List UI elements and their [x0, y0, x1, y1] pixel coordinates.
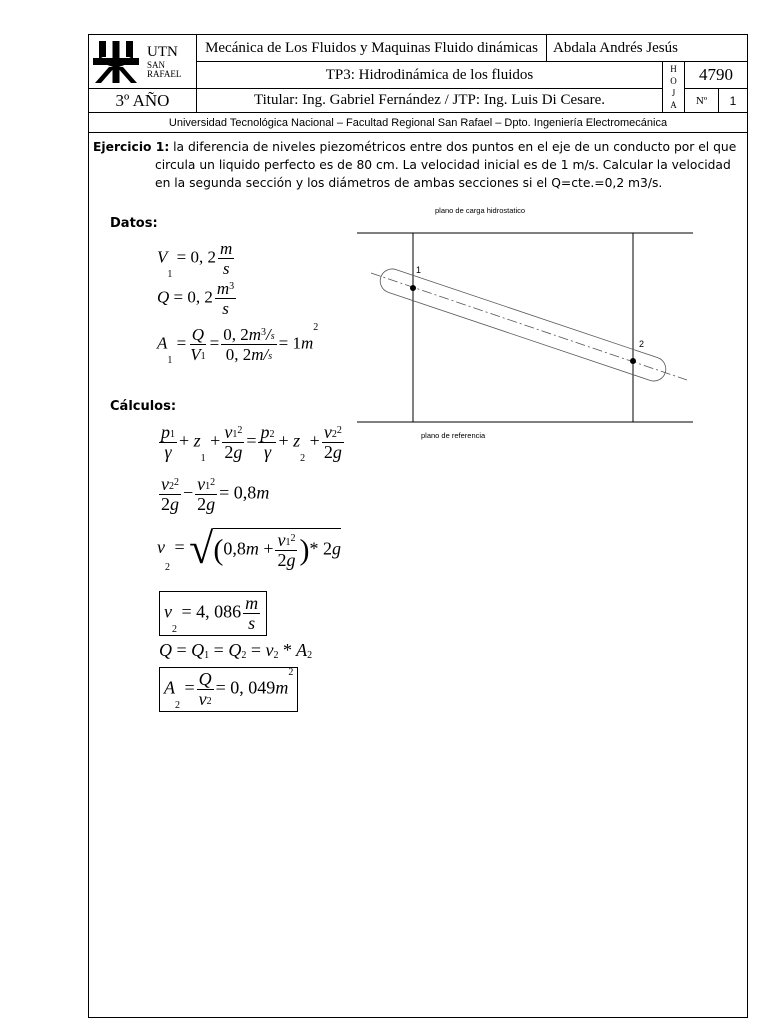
logo-block [89, 35, 197, 89]
titular-cell: Titular: Ing. Gabriel Fernández / JTP: Ing. Luis Di Cesare. [197, 89, 663, 113]
eq-q: Q = 0, 2 $\frac{m^3}{s}$ [157, 279, 235, 318]
university-line: Universidad Tecnológica Nacional – Facultad Regional San Rafael – Dpto. Ingeniería Electromecánica [89, 113, 747, 133]
num-value-cell: 1 [719, 89, 747, 113]
point-1-marker [410, 285, 416, 291]
exercise-label: Ejercicio 1: [93, 140, 170, 154]
eq-v2-sqrt: $v_2 = √(0,8m$ + $\frac{v_1^2}{2g}$ )* 2g [157, 524, 341, 573]
hoja-letter-j: J [671, 88, 676, 98]
eq-head-difference: $\frac{v_2^2}{2g}$ − $\frac{v_1^2}{2g}$ = 0,8m [161, 474, 270, 514]
logo-text: UTN [147, 44, 178, 60]
student-cell: Abdala Andrés Jesús [547, 35, 747, 62]
subject-cell: Mecánica de Los Fluidos y Maquinas Fluido dinámicas [197, 35, 547, 62]
exercise-line-2: circula un liquido perfecto es de 80 cm. La velocidad inicial es de 1 m/s. Calcular la velocidad [155, 158, 731, 172]
legajo-cell: 4790 [685, 62, 747, 89]
result-v2-box: $v_2 = 4$, 086 $\frac{m}{s}$ [159, 591, 267, 636]
point-2-marker [630, 358, 636, 364]
exercise-statement [93, 138, 747, 192]
pipe-diagram [351, 195, 711, 455]
hoja-letter-h: H [670, 64, 677, 74]
point-1-label: 1 [416, 265, 422, 275]
tp-title-cell: TP3: Hidrodinámica de los fluidos [197, 62, 663, 89]
hydrostatic-plane-label: plano de carga hidrostatico [435, 206, 526, 215]
logo-sub-san: SAN [147, 60, 166, 70]
pipe-shape [377, 266, 669, 384]
document-sheet [88, 34, 748, 1018]
eq-a1: $A_1$ = $\frac{Q}{V_1}$ = $\frac{0, 2m^3/_s}{0, 2m/_s}$ = $1m^2$ [157, 322, 319, 366]
header-table [89, 35, 747, 129]
exercise-line-1: la diferencia de niveles piezométricos entre dos puntos en el eje de un conducto por el que [169, 140, 737, 154]
utn-logo-icon [91, 39, 141, 85]
year-cell: 3º AÑO [89, 89, 197, 113]
point-2-label: 2 [639, 339, 645, 349]
datos-label: Datos: [110, 216, 158, 231]
pipe-axis-line [371, 273, 687, 380]
result-a2-box: $A_2$ = $\frac{Q}{v_2}$ = 0, $049m^2$ [159, 667, 298, 712]
exercise-line-3: en la segunda sección y los diámetros de ambas secciones si el Q=cte.=0,2 m3/s. [155, 176, 663, 190]
eq-bernoulli: $\frac{p_1}{\gamma}$ + $z_1$ + $\frac{v_1^2}{2g}$ = $\frac{p_2}{\gamma}$ + $z_2$ + $\frac{v_2^2}{2g}$ [161, 422, 342, 464]
hoja-letter-o: O [670, 76, 677, 86]
num-label-cell: Nº [685, 89, 719, 113]
hoja-cell [663, 62, 685, 113]
logo-sub-rafael: RAFAEL [147, 69, 182, 79]
eq-continuity: $Q = Q_1 = Q_2 = v_2 * A_2$ [159, 640, 313, 661]
eq-v1: $V_1 = 0$, 2 $\frac{m}{s}$ [157, 239, 233, 280]
calculos-label: Cálculos: [110, 399, 177, 414]
hoja-letter-a: A [670, 100, 677, 110]
reference-plane-label: plano de referencia [421, 431, 486, 440]
